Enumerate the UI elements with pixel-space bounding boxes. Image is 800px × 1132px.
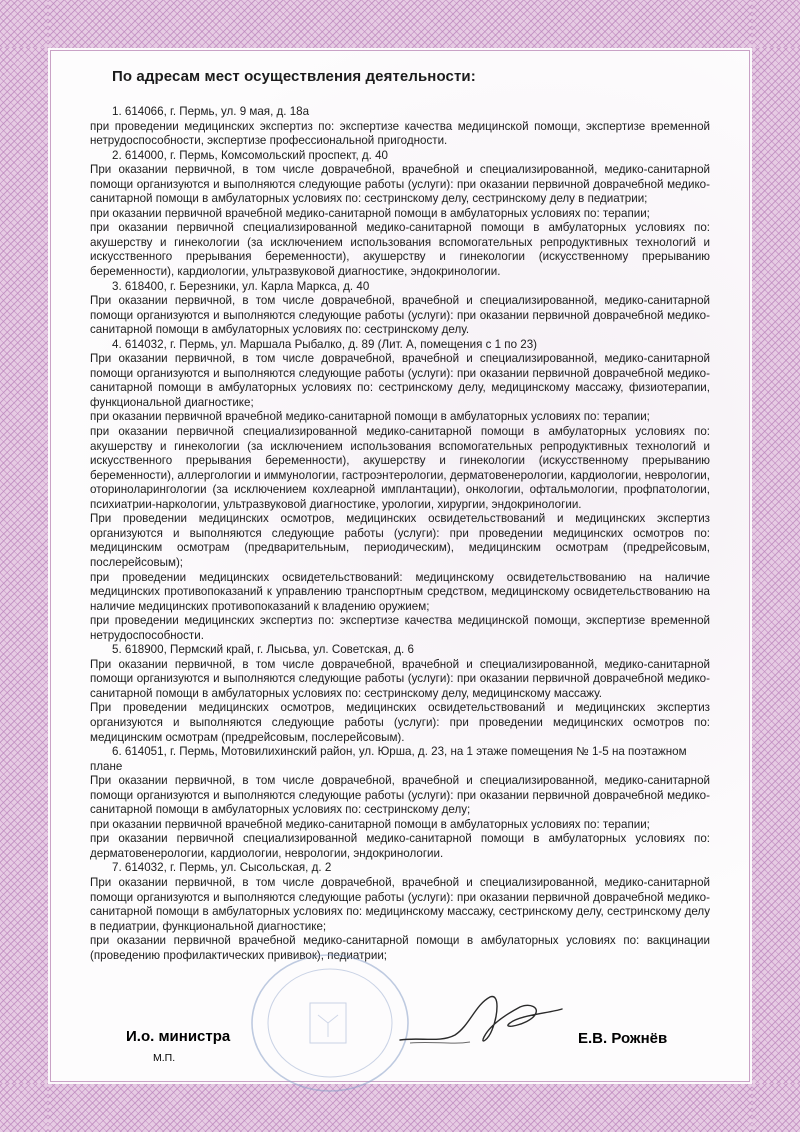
service-paragraph: при оказании первичной врачебной медико-санитарной помощи в амбулаторных условиях по: терапии; [90, 410, 650, 424]
service-paragraph: При оказании первичной, в том числе доврачебной, врачебной и специализированной, медико-санитарной помощи организуются и выполняются следующие работы (услуги): при оказании первичной доврачебной медико-санитарной помощи в амбулаторных условиях по: медицинскому массажу, сестринскому делу, сестринскому делу в педиатрии, функциональной диагностике; [90, 875, 710, 933]
address-line: 4. 614032, г. Пермь, ул. Маршала Рыбалко, д. 89 (Лит. А, помещения с 1 по 23) [112, 337, 537, 351]
service-paragraph: При оказании первичной, в том числе доврачебной, врачебной и специализированной, медико-санитарной помощи организуются и выполняются следующие работы (услуги): при оказании первичной доврачебной медико-санитарной помощи в амбулаторных условиях по: сестринскому делу; [90, 774, 710, 817]
service-paragraph: при оказании первичной врачебной медико-санитарной помощи в амбулаторных условиях по: вакцинации (проведению профилактических прививок), педиатрии; [90, 934, 710, 962]
service-paragraph: при оказании первичной специализированной медико-санитарной помощи в амбулаторных условиях по: дерматовенерологии, кардиологии, неврологии, эндокринологии. [90, 832, 710, 860]
service-paragraph: при проведении медицинских освидетельствований: медицинскому освидетельствованию на наличие медицинских противопоказаний к управлению транспортным средством, медицинскому освидетельствованию на наличие медицинских противопоказаний к владению оружием; [90, 570, 710, 613]
service-paragraph: При оказании первичной, в том числе доврачебной, врачебной и специализированной, медико-санитарной помощи организуются и выполняются следующие работы (услуги): при оказании первичной доврачебной медико-санитарной помощи в амбулаторных условиях по: сестринскому делу, медицинскому массажу. [90, 657, 710, 700]
signatory-name: Е.В. Рожнёв [578, 1030, 668, 1047]
service-paragraph: при оказании первичной врачебной медико-санитарной помощи в амбулаторных условиях по: терапии; [90, 817, 650, 831]
service-paragraph: при проведении медицинских экспертиз по: экспертизе качества медицинской помощи, экспертизе временной нетрудоспособности. [90, 614, 710, 642]
stamp-place-label: М.П. [153, 1052, 176, 1064]
service-paragraph: При проведении медицинских осмотров, медицинских освидетельствований и медицинских экспертиз организуются и выполняются следующие работы (услуги): при проведении медицинских осмотров по: медицинским осмотрам (предварительным, периодическим), медицинским осмотрам (предрейсовым, послерейсовым); [90, 512, 710, 569]
service-paragraph: при оказании первичной специализированной медико-санитарной помощи в амбулаторных условиях по: акушерству и гинекологии (за исключением использования вспомогательных репродуктивных технологий и искусственного прерывания беременности), акушерству и гинекологии (искусственному прерыванию беременности), аллергологии и иммунологии, гастроэнтерологии, дерматовенерологии, кардиологии, неврологии, оториноларингологии (за исключением кохлеарной имплантации), онкологии, офтальмологии, профпатологии, психиатрии-наркологии, ультразвуковой диагностике, урологии, хирургии, эндокринологии. [90, 425, 710, 511]
address-line: 5. 618900, Пермский край, г. Лысьва, ул. Советская, д. 6 [112, 643, 414, 657]
address-line: 3. 618400, г. Березники, ул. Карла Маркса, д. 40 [112, 279, 370, 293]
address-list [90, 105, 710, 963]
page-heading: По адресам мест осуществления деятельности: [112, 68, 476, 85]
service-paragraph: при проведении медицинских экспертиз по: экспертизе качества медицинской помощи, экспертизе временной нетрудоспособности, экспертизе профессиональной пригодности. [90, 119, 710, 148]
address-line: 1. 614066, г. Пермь, ул. 9 мая, д. 18а [112, 105, 310, 118]
address-line: 6. 614051, г. Пермь, Мотовилихинский район, ул. Юрша, д. 23, на 1 этаже помещения № 1-5 на поэтажном плане [90, 745, 687, 773]
service-paragraph: при оказании первичной врачебной медико-санитарной помощи в амбулаторных условиях по: терапии; [90, 206, 650, 220]
address-line: 2. 614000, г. Пермь, Комсомольский проспект, д. 40 [112, 148, 388, 162]
signature-block [0, 1028, 800, 1068]
service-paragraph: при оказании первичной специализированной медико-санитарной помощи в амбулаторных условиях по: акушерству и гинекологии (за исключением использования вспомогательных репродуктивных технологий и искусственного прерывания беременности), акушерству и гинекологии (искусственному прерыванию беременности), кардиологии, ультразвуковой диагностике, эндокринологии. [90, 221, 710, 279]
document-body [90, 68, 710, 963]
service-paragraph: При проведении медицинских осмотров, медицинских освидетельствований и медицинских экспертиз организуются и выполняются следующие работы (услуги): при проведении медицинских осмотров по: медицинским осмотрам (предрейсовым, послерейсовым). [90, 701, 710, 744]
service-paragraph: При оказании первичной, в том числе доврачебной, врачебной и специализированной, медико-санитарной помощи организуются и выполняются следующие работы (услуги): при оказании первичной доврачебной медико-санитарной помощи в амбулаторных условиях по: сестринскому делу. [90, 294, 710, 337]
service-paragraph: При оказании первичной, в том числе доврачебной, врачебной и специализированной, медико-санитарной помощи организуются и выполняются следующие работы (услуги): при оказании первичной доврачебной медико-санитарной помощи в амбулаторных условиях по: сестринскому делу, медицинскому массажу, физиотерапии, функциональной диагностике; [90, 352, 710, 409]
service-paragraph: При оказании первичной, в том числе доврачебной, врачебной и специализированной, медико-санитарной помощи организуются и выполняются следующие работы (услуги): при оказании первичной доврачебной медико-санитарной помощи в амбулаторных условиях по: сестринскому делу, сестринскому делу в педиатрии; [90, 163, 710, 206]
address-line: 7. 614032, г. Пермь, ул. Сысольская, д. 2 [112, 861, 332, 875]
signatory-title: И.о. министра [126, 1028, 231, 1045]
